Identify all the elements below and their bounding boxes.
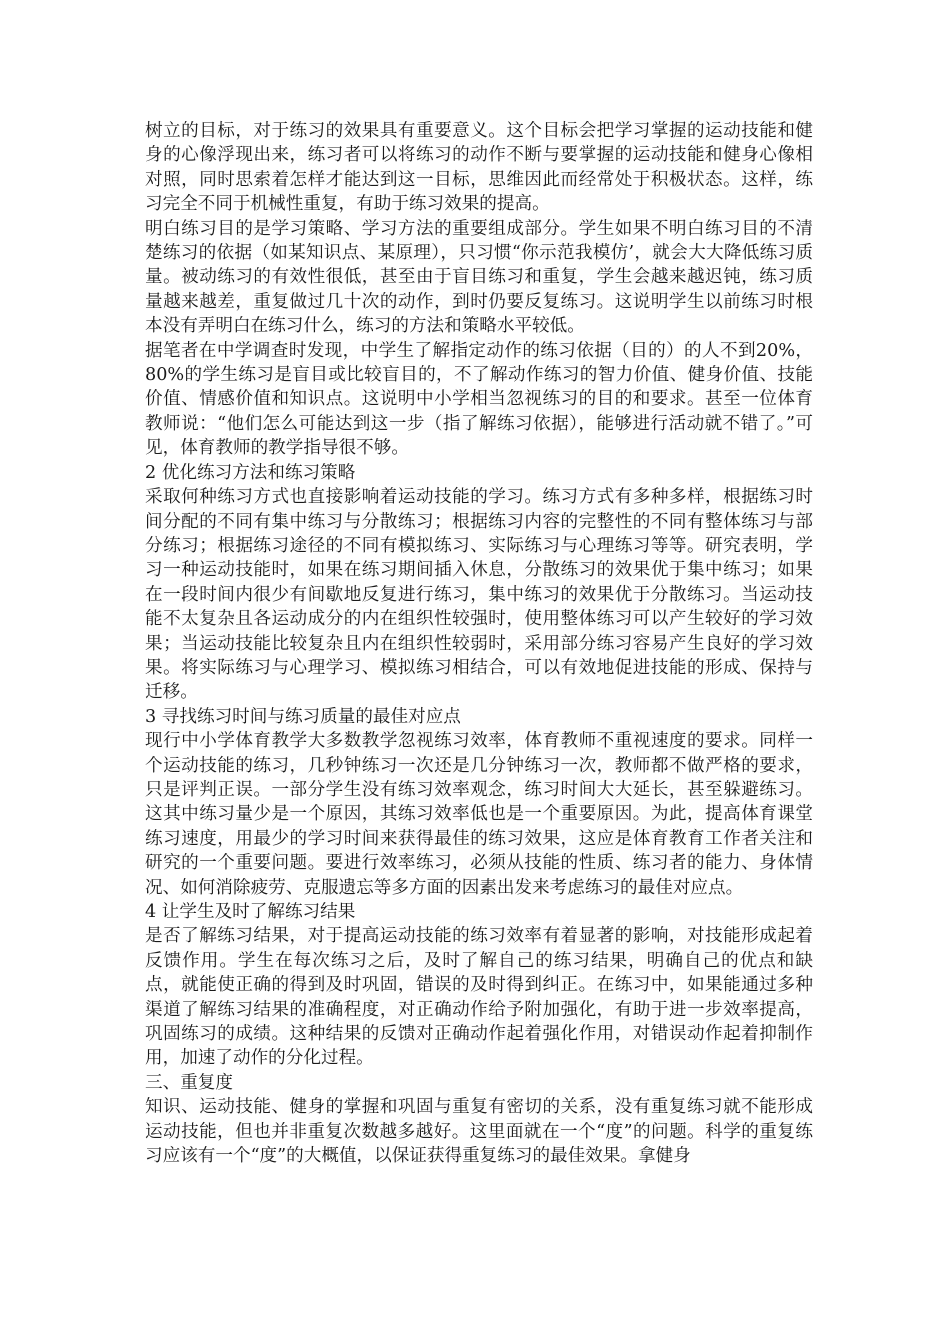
paragraph-practice-goal: 树立的目标，对于练习的效果具有重要意义。这个目标会把学习掌握的运动技能和健身的心像浮现出来，练习者可以将练习的动作不断与要掌握的运动技能和健身心像相对照，同时思索着怎样才能达到这一目标，思维因此而经常处于积极状态。这样，练习完全不同于机械性重复，有助于练习效果的提高。 (145, 121, 813, 215)
paragraph-practice-purpose: 明白练习目的是学习策略、学习方法的重要组成部分。学生如果不明白练习目的不清楚练习的依据（如某知识点、某原理），只习惯“你示范我模仿’，就会大大降低练习质量。被动练习的有效性很低，甚至由于盲目练习和重复，学生会越来越迟钝，练习质量越来越差，重复做过几十次的动作，到时仍要反复练习。这说明学生以前练习时根本没有弄明白在练习什么，练习的方法和策略水平较低。 (145, 218, 813, 337)
section-heading-3: 3 寻找练习时间与练习质量的最佳对应点 (145, 706, 461, 727)
section-heading-4: 4 让学生及时了解练习结果 (145, 902, 356, 922)
section-heading-2: 2 优化练习方法和练习策略 (145, 462, 356, 483)
paragraph-practice-efficiency: 现行中小学体育教学大多数教学忽视练习效率，体育教师不重视速度的要求。同样一个运动技能的练习，几秒钟练习一次还是几分钟练习一次，教师都不做严格的要求，只是评判正误。一部分学生没有练习效率观念，练习时间大大延长，甚至躲避练习。这其中练习量少是一个原因，其练习效率低也是一个重要原因。为此，提高体育课堂练习速度，用最少的学习时间来获得最佳的练习效果，这应是体育教育工作者关注和研究的一个重要问题。要进行效率练习，必须从技能的性质、练习者的能力、身体情况、如何消除疲劳、克服遗忘等多方面的因素出发来考虑练习的最佳对应点。 (145, 731, 813, 898)
paragraph-survey-findings: 据笔者在中学调查时发现，中学生了解指定动作的练习依据（目的）的人不到20%，80%的学生练习是盲目或比较盲目的，不了解动作练习的智力价值、健身价值、技能价值、情感价值和知识点。这说明中小学相当忽视练习的目的和要求。甚至一位体育教师说：“他们怎么可能达到这一步（指了解练习依据），能够进行活动就不错了。”可见，体育教师的教学指导很不够。 (145, 340, 813, 459)
paragraph-practice-methods: 采取何种练习方式也直接影响着运动技能的学习。练习方式有多种多样，根据练习时间分配的不同有集中练习与分散练习；根据练习内容的完整性的不同有整体练习与部分练习；根据练习途径的不同有模拟练习、实际练习与心理练习等等。研究表明，学习一种运动技能时，如果在练习期间插入休息，分散练习的效果优于集中练习；如果在一段时间内很少有间歇地反复进行练习，集中练习的效果优于分散练习。当运动技能不太复杂且各运动成分的内在组织性较强时，使用整体练习可以产生较好的学习效果；当运动技能比较复杂且内在组织性较弱时，采用部分练习容易产生良好的学习效果。将实际练习与心理学习、模拟练习相结合，可以有效地促进技能的形成、保持与迁移。 (145, 487, 813, 703)
paragraph-repetition: 知识、运动技能、健身的掌握和巩固与重复有密切的关系，没有重复练习就不能形成运动技能，但也并非重复次数越多越好。这里面就在一个“度”的问题。科学的重复练习应该有一个“度”的大概值，以保证获得重复练习的最佳效果。拿健身 (145, 1097, 813, 1167)
paragraph-practice-feedback: 是否了解练习结果，对于提高运动技能的练习效率有着显著的影响，对技能形成起着反馈作用。学生在每次练习之后，及时了解自己的练习结果，明确自己的优点和缺点，就能使正确的得到及时巩固，错误的及时得到纠正。在练习中，如果能通过多种渠道了解练习结果的准确程度，对正确动作给予附加强化，有助于进一步效率提高，巩固练习的成绩。这种结果的反馈对正确动作起着强化作用，对错误动作起着抑制作用，加速了动作的分化过程。 (145, 926, 813, 1069)
document-body (145, 119, 813, 1168)
section-heading-repetition: 三、重复度 (145, 1072, 233, 1093)
